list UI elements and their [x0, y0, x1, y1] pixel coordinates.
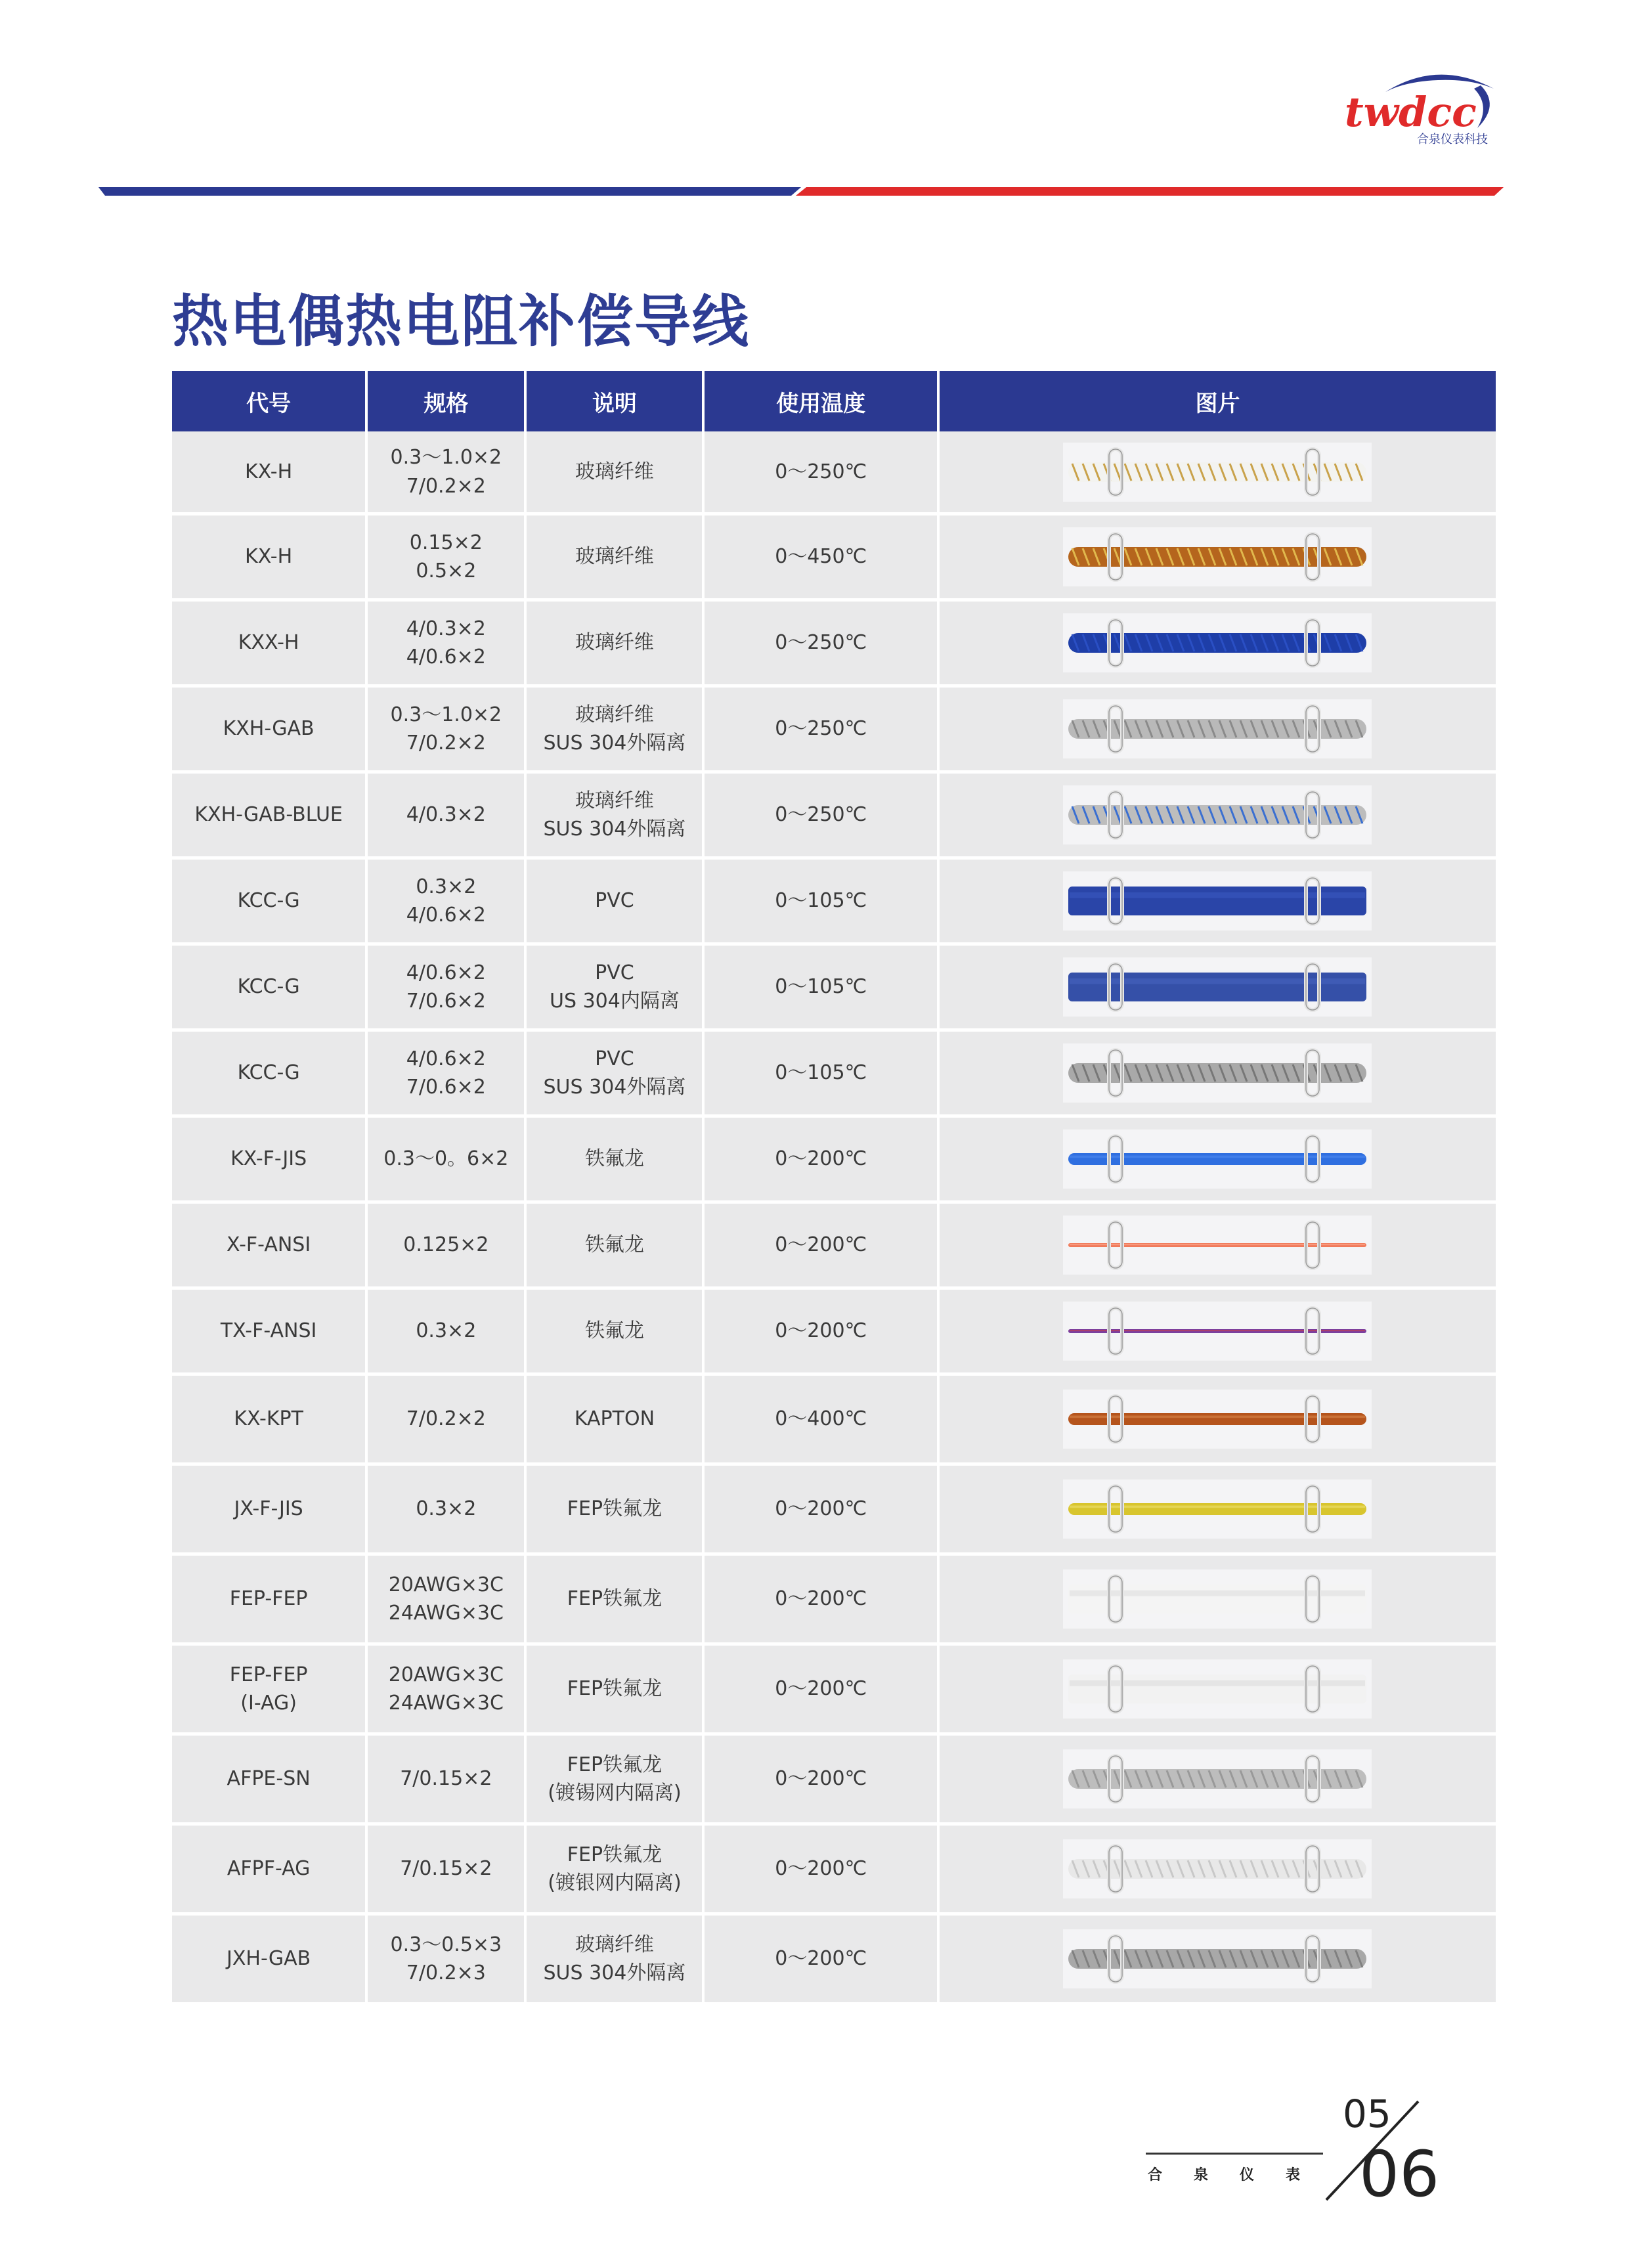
cable-body: [1068, 805, 1366, 825]
cell-desc-line: 玻璃纤维: [575, 631, 654, 655]
cell-code: [172, 860, 368, 946]
cell-photo: [940, 946, 1498, 1032]
cell-code: [172, 1204, 368, 1290]
cell-spec: [368, 431, 527, 515]
cell-code: [172, 431, 368, 515]
cable-body: [1068, 462, 1366, 482]
cell-desc-line: 玻璃纤维: [575, 460, 654, 483]
cell-desc: [527, 1736, 705, 1826]
cable-photo: [1063, 1749, 1372, 1808]
cell-temp: [705, 860, 940, 946]
cell-desc: [527, 1556, 705, 1646]
cell-desc-line: 玻璃纤维: [575, 545, 654, 569]
cable-body: [1068, 1585, 1366, 1613]
cable-photo: [1063, 1659, 1372, 1719]
cell-photo: [940, 774, 1498, 860]
cell-spec-line: 0.5×2: [416, 559, 477, 582]
cell-desc: [527, 515, 705, 602]
cell-temp: [705, 1556, 940, 1646]
cell-desc-line: SUS 304外隔离: [543, 818, 686, 841]
cell-temp: [705, 1916, 940, 2005]
cell-code-line: X-F-ANSI: [227, 1233, 311, 1257]
footer-brand: 合泉仪表: [1148, 2167, 1332, 2183]
cell-code-line: JXH-GAB: [227, 1947, 311, 1971]
cable-body: [1068, 1675, 1366, 1703]
cable-body: [1068, 1503, 1366, 1515]
cell-desc: [527, 774, 705, 860]
cell-code: [172, 1736, 368, 1826]
table-row: [172, 1290, 1498, 1376]
page-number-right: 06: [1359, 2137, 1440, 2211]
cable-body: [1068, 633, 1366, 653]
cell-temp: [705, 602, 940, 688]
cell-desc: [527, 1646, 705, 1736]
cell-code: [172, 1556, 368, 1646]
cell-spec-line: 7/0.15×2: [400, 1767, 492, 1791]
cable-body: [1068, 1413, 1366, 1425]
cell-code-line: KX-H: [245, 460, 293, 483]
cell-spec-line: 24AWG×3C: [388, 1692, 504, 1715]
cell-desc: [527, 1826, 705, 1916]
cell-spec: [368, 1032, 527, 1118]
cell-temp: [705, 688, 940, 774]
cell-desc-line: SUS 304外隔离: [543, 1961, 686, 1984]
cable-body: [1068, 973, 1366, 1001]
cell-photo: [940, 1556, 1498, 1646]
cell-code-line: KX-F-JIS: [230, 1147, 307, 1171]
cell-temp: [705, 1376, 940, 1466]
cell-code-line: KCC-G: [237, 975, 300, 999]
cell-desc: [527, 1466, 705, 1556]
cell-temp-line: 0～450℃: [775, 545, 867, 569]
cell-spec-line: 0.3～1.0×2: [390, 446, 502, 469]
cell-code-line: KXX-H: [238, 631, 299, 655]
cell-spec: [368, 946, 527, 1032]
cable-photo: [1063, 1216, 1372, 1275]
cell-spec-line: 7/0.2×3: [406, 1961, 486, 1984]
cell-photo: [940, 1736, 1498, 1826]
cell-desc-line: FEP铁氟龙: [567, 1843, 663, 1866]
table-row: [172, 688, 1498, 774]
cell-code: [172, 1290, 368, 1376]
cable-photo: [1063, 1839, 1372, 1898]
cell-temp: [705, 1290, 940, 1376]
cell-spec-line: 7/0.6×2: [406, 1076, 486, 1099]
cell-desc-line: 玻璃纤维: [575, 1933, 654, 1956]
cell-spec: [368, 860, 527, 946]
cable-body: [1068, 887, 1366, 915]
cell-code-line: KX-H: [245, 545, 293, 569]
cable-photo: [1063, 443, 1372, 502]
table-header-row: [172, 371, 1498, 431]
cell-temp: [705, 1736, 940, 1826]
header-desc: 说明: [527, 371, 705, 431]
cell-temp-line: 0～200℃: [775, 1497, 867, 1521]
cell-temp: [705, 946, 940, 1032]
cell-temp: [705, 1646, 940, 1736]
cell-code: [172, 1826, 368, 1916]
cell-code-line: (I-AG): [240, 1692, 297, 1715]
cell-code-line: AFPF-AG: [227, 1857, 311, 1881]
cell-spec-line: 7/0.2×2: [406, 474, 486, 498]
cable-photo: [1063, 527, 1372, 586]
cell-photo: [940, 1646, 1498, 1736]
cell-code-line: KXH-GAB: [223, 717, 315, 741]
cell-temp: [705, 774, 940, 860]
cell-spec-line: 7/0.15×2: [400, 1857, 492, 1881]
cell-temp: [705, 1118, 940, 1204]
cell-spec-line: 24AWG×3C: [388, 1602, 504, 1625]
cell-desc-line: PVC: [595, 1047, 634, 1070]
cell-temp: [705, 1466, 940, 1556]
cell-spec: [368, 1290, 527, 1376]
cell-spec: [368, 1736, 527, 1826]
cell-spec-line: 0.3×2: [416, 875, 477, 898]
cell-photo: [940, 1916, 1498, 2005]
cell-code: [172, 515, 368, 602]
cable-photo: [1063, 1302, 1372, 1361]
cell-code-line: FEP-FEP: [229, 1587, 308, 1611]
cell-temp-line: 0～250℃: [775, 460, 867, 483]
cell-temp-line: 0～250℃: [775, 803, 867, 827]
cable-photo: [1063, 1129, 1372, 1189]
table-row: [172, 946, 1498, 1032]
cell-desc-line: FEP铁氟龙: [567, 1497, 663, 1521]
cell-spec: [368, 1916, 527, 2005]
cell-temp-line: 0～250℃: [775, 631, 867, 655]
cell-desc-line: FEP铁氟龙: [567, 1753, 663, 1776]
table-row: [172, 515, 1498, 602]
cell-photo: [940, 1118, 1498, 1204]
cell-desc-line: (镀锡网内隔离): [548, 1782, 682, 1805]
table-row: [172, 1032, 1498, 1118]
cell-spec-line: 7/0.6×2: [406, 990, 486, 1013]
cell-code-line: FEP-FEP: [229, 1663, 308, 1686]
cable-photo: [1063, 957, 1372, 1017]
cable-photo: [1063, 1390, 1372, 1449]
cell-spec: [368, 1118, 527, 1204]
cell-spec-line: 4/0.3×2: [406, 803, 486, 827]
cell-photo: [940, 688, 1498, 774]
cell-temp: [705, 1032, 940, 1118]
cell-code: [172, 1916, 368, 2005]
cell-spec: [368, 1466, 527, 1556]
cell-desc: [527, 1204, 705, 1290]
cell-spec-line: 0.3×2: [416, 1319, 477, 1343]
table-row: [172, 860, 1498, 946]
cell-photo: [940, 1466, 1498, 1556]
cell-photo: [940, 431, 1498, 515]
cable-photo: [1063, 785, 1372, 844]
cell-code: [172, 688, 368, 774]
cell-spec-line: 0.125×2: [403, 1233, 489, 1257]
cell-photo: [940, 1290, 1498, 1376]
cell-spec-line: 4/0.3×2: [406, 617, 486, 640]
cell-spec-line: 0.3×2: [416, 1497, 477, 1521]
cell-code: [172, 774, 368, 860]
cell-spec: [368, 774, 527, 860]
cell-photo: [940, 1826, 1498, 1916]
cable-photo: [1063, 1569, 1372, 1629]
cable-photo: [1063, 1929, 1372, 1988]
cell-desc-line: FEP铁氟龙: [567, 1677, 663, 1701]
cell-spec: [368, 1826, 527, 1916]
cable-photo: [1063, 871, 1372, 931]
cell-temp-line: 0～200℃: [775, 1857, 867, 1881]
table-row: [172, 1826, 1498, 1916]
product-table: [172, 371, 1498, 2005]
cell-desc: [527, 1916, 705, 2005]
cable-photo: [1063, 613, 1372, 672]
cell-code-line: AFPE-SN: [227, 1767, 311, 1791]
cell-temp: [705, 1826, 940, 1916]
table-row: [172, 1204, 1498, 1290]
cell-spec-line: 0.15×2: [409, 531, 483, 554]
cell-desc-line: US 304内隔离: [550, 990, 680, 1013]
cell-code-line: JX-F-JIS: [234, 1497, 303, 1521]
cell-code-line: KCC-G: [237, 1061, 300, 1085]
table-row: [172, 431, 1498, 515]
cell-desc: [527, 602, 705, 688]
cell-temp-line: 0～200℃: [775, 1233, 867, 1257]
cell-photo: [940, 1204, 1498, 1290]
cell-spec-line: 20AWG×3C: [388, 1663, 504, 1686]
cell-desc: [527, 1376, 705, 1466]
cell-temp: [705, 431, 940, 515]
cable-body: [1068, 719, 1366, 739]
cell-temp-line: 0～250℃: [775, 717, 867, 741]
cell-spec-line: 7/0.2×2: [406, 1407, 486, 1431]
table-row: [172, 602, 1498, 688]
table-row: [172, 1118, 1498, 1204]
cable-body: [1068, 547, 1366, 567]
cell-desc-line: SUS 304外隔离: [543, 732, 686, 755]
cell-photo: [940, 1376, 1498, 1466]
cell-spec: [368, 602, 527, 688]
cell-desc-line: PVC: [595, 889, 634, 913]
table-row: [172, 1466, 1498, 1556]
cell-temp-line: 0～400℃: [775, 1407, 867, 1431]
cell-temp-line: 0～200℃: [775, 1587, 867, 1611]
cell-desc-line: 铁氟龙: [584, 1147, 644, 1171]
cell-spec-line: 7/0.2×2: [406, 732, 486, 755]
cell-code-line: KCC-G: [237, 889, 300, 913]
cell-spec: [368, 688, 527, 774]
cell-code-line: KXH-GAB-BLUE: [194, 803, 343, 827]
cell-desc: [527, 860, 705, 946]
cell-spec-line: 0.3～0。6×2: [383, 1147, 509, 1171]
cell-desc-line: 铁氟龙: [584, 1319, 644, 1343]
cable-photo: [1063, 1479, 1372, 1539]
cell-desc-line: KAPTON: [574, 1407, 655, 1431]
cell-temp-line: 0～200℃: [775, 1147, 867, 1171]
cell-desc: [527, 1290, 705, 1376]
header-spec: 规格: [368, 371, 527, 431]
cell-temp-line: 0～200℃: [775, 1947, 867, 1971]
cell-code-line: KX-KPT: [234, 1407, 303, 1431]
cell-desc: [527, 1032, 705, 1118]
cell-temp-line: 0～105℃: [775, 975, 867, 999]
cell-spec-line: 4/0.6×2: [406, 1047, 486, 1070]
table-row: [172, 774, 1498, 860]
cell-code: [172, 1466, 368, 1556]
cell-photo: [940, 1032, 1498, 1118]
header-photo: 图片: [940, 371, 1498, 431]
cell-code: [172, 602, 368, 688]
cell-code-line: TX-F-ANSI: [220, 1319, 317, 1343]
cell-desc: [527, 946, 705, 1032]
cell-temp-line: 0～200℃: [775, 1677, 867, 1701]
cell-desc-line: 玻璃纤维: [575, 789, 654, 812]
cell-temp-line: 0～105℃: [775, 1061, 867, 1085]
cell-desc-line: PVC: [595, 961, 634, 984]
logo-wordmark: twdcc: [1345, 88, 1477, 136]
cell-desc: [527, 688, 705, 774]
cable-photo: [1063, 1043, 1372, 1103]
cell-desc-line: (镀银网内隔离): [548, 1872, 682, 1895]
page-title: 热电偶热电阻补偿导线: [172, 289, 750, 355]
cell-spec-line: 0.3～1.0×2: [390, 703, 502, 726]
cell-spec-line: 20AWG×3C: [388, 1573, 504, 1596]
cell-code: [172, 1646, 368, 1736]
table-row: [172, 1556, 1498, 1646]
cell-photo: [940, 515, 1498, 602]
cell-spec: [368, 515, 527, 602]
cell-photo: [940, 860, 1498, 946]
cell-temp-line: 0～200℃: [775, 1767, 867, 1791]
cell-spec: [368, 1646, 527, 1736]
cell-desc-line: 玻璃纤维: [575, 703, 654, 726]
page-number-left: 05: [1343, 2092, 1391, 2136]
header-temp: 使用温度: [705, 371, 940, 431]
cell-desc-line: SUS 304外隔离: [543, 1076, 686, 1099]
cable-body: [1068, 1859, 1366, 1879]
cell-desc: [527, 431, 705, 515]
cable-photo: [1063, 699, 1372, 758]
cell-desc: [527, 1118, 705, 1204]
cell-spec: [368, 1204, 527, 1290]
cell-code: [172, 946, 368, 1032]
cell-code: [172, 1118, 368, 1204]
cell-temp: [705, 1204, 940, 1290]
cell-temp: [705, 515, 940, 602]
cell-spec-line: 4/0.6×2: [406, 646, 486, 668]
table-row: [172, 1916, 1498, 2005]
table-row: [172, 1646, 1498, 1736]
table-row: [172, 1376, 1498, 1466]
table-row: [172, 1736, 1498, 1826]
cell-spec: [368, 1556, 527, 1646]
cell-code: [172, 1376, 368, 1466]
cable-body: [1068, 1949, 1366, 1969]
cell-spec: [368, 1376, 527, 1466]
footer-rule: [1146, 2153, 1323, 2155]
cable-body: [1068, 1153, 1366, 1165]
cell-spec-line: 0.3～0.5×3: [390, 1933, 502, 1956]
cell-spec-line: 4/0.6×2: [406, 904, 486, 927]
company-logo: [1339, 66, 1504, 158]
cell-temp-line: 0～105℃: [775, 889, 867, 913]
cable-body: [1068, 1063, 1366, 1083]
cell-desc-line: 铁氟龙: [584, 1233, 644, 1257]
cell-spec-line: 4/0.6×2: [406, 961, 486, 984]
cell-code: [172, 1032, 368, 1118]
header-code: 代号: [172, 371, 368, 431]
cell-desc-line: FEP铁氟龙: [567, 1587, 663, 1611]
logo-subtext: 合泉仪表科技: [1417, 133, 1488, 146]
cell-temp-line: 0～200℃: [775, 1319, 867, 1343]
cable-body: [1068, 1769, 1366, 1789]
cell-photo: [940, 602, 1498, 688]
